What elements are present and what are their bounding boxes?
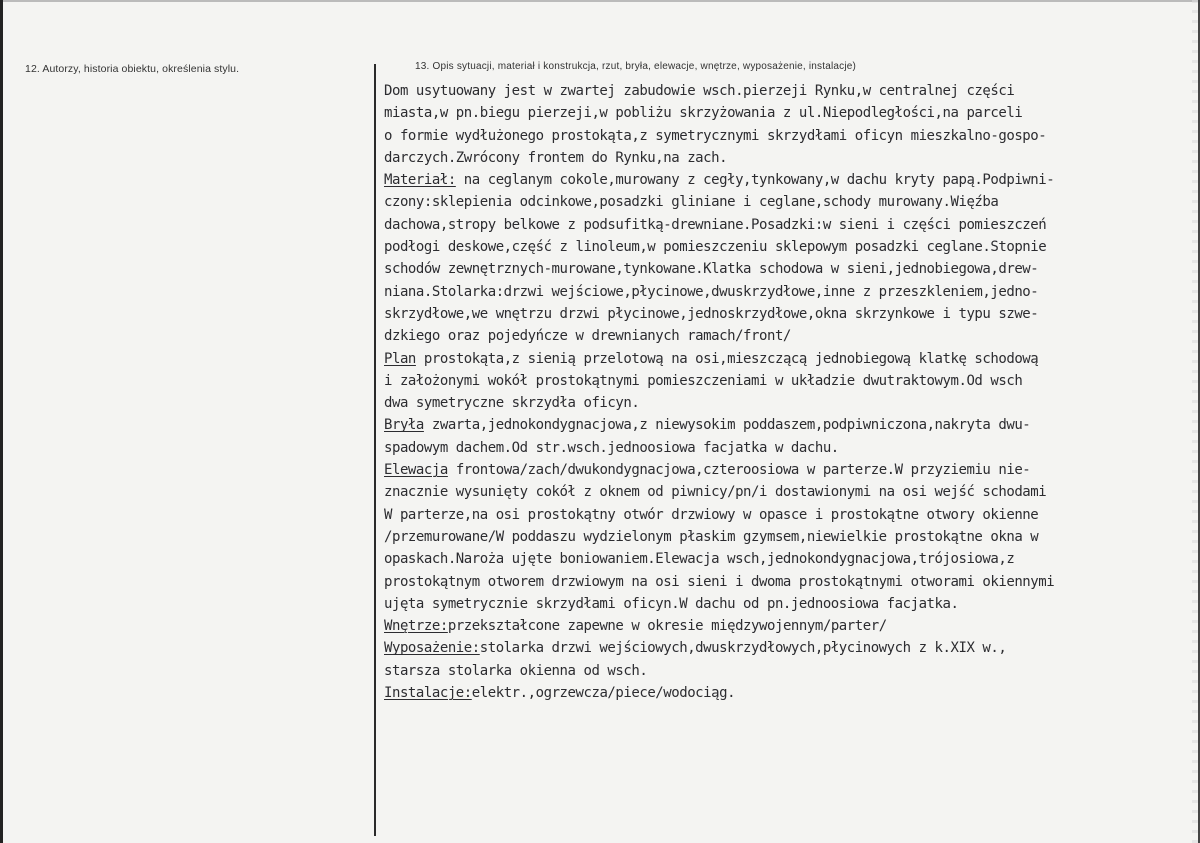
typed-line [384, 102, 1196, 124]
section-label: Plan [384, 350, 416, 367]
section-label: Bryła [384, 417, 424, 434]
typed-line [384, 637, 1196, 659]
typed-line [384, 258, 1196, 280]
typed-description [384, 80, 1196, 704]
line-text: dachowa,stropy belkowe z podsufitką-drewniane.Posadzki:w sieni i części pomieszczeń [384, 216, 1047, 233]
typed-line [384, 526, 1196, 548]
line-text: na ceglanym cokole,murowany z cegły,tynkowany,w dachu kryty papą.Podpiwni- [455, 172, 1055, 189]
typed-line [384, 504, 1196, 526]
line-text: opaskach.Naroża ujęte boniowaniem.Elewacja wsch,jednokondygnacjowa,trójosiowa,z [384, 551, 1015, 568]
line-text: przekształcone zapewne w okresie międzywojennym/parter/ [447, 618, 887, 635]
line-text: o formie wydłużonego prostokąta,z symetrycznymi skrzydłami oficyn mieszkalno-gospo- [384, 127, 1047, 144]
section-label: Elewacja [384, 462, 448, 479]
typed-line [384, 437, 1196, 459]
typed-line [384, 169, 1196, 191]
typed-line [384, 80, 1196, 102]
typed-line [384, 571, 1196, 593]
line-text: ujęta symetrycznie skrzydłami oficyn.W dachu od pn.jednoosiowa facjatka. [384, 595, 959, 612]
typed-line [384, 348, 1196, 370]
typed-line [384, 615, 1196, 637]
right-column-heading: 13. Opis sytuacji, materiał i konstrukcja, rzut, bryła, elewacje, wnętrze, wyposażenie, instalacje) [415, 61, 857, 72]
line-text: Dom usytuowany jest w zwartej zabudowie wsch.pierzeji Rynku,w centralnej części [384, 83, 1015, 99]
section-label: Wyposażenie: [384, 640, 480, 657]
line-text: znacznie wysunięty cokół z oknem od piwnicy/pn/i dostawionymi na osi wejść schodami [384, 484, 1047, 501]
typed-line [384, 236, 1196, 258]
section-label: Instalacje: [384, 685, 472, 702]
left-column-heading: 12. Autorzy, historia obiektu, określenia stylu. [25, 63, 240, 75]
typed-line [384, 191, 1196, 213]
page-edge [1192, 0, 1198, 843]
typed-line [384, 660, 1196, 682]
line-text: zwarta,jednokondygnacjowa,z niewysokim poddaszem,podpiwniczona,nakryta dwu- [423, 417, 1031, 434]
typed-line [384, 392, 1196, 414]
line-text: prostokąta,z sienią przelotową na osi,mieszczącą jednobiegową klatkę schodową [415, 350, 1039, 367]
typed-line [384, 303, 1196, 325]
column-divider [374, 64, 376, 836]
line-text: podłogi deskowe,część z linoleum,w pomieszczeniu sklepowym posadzki ceglane.Stopnie [384, 239, 1047, 256]
typed-line [384, 214, 1196, 236]
typed-line [384, 481, 1196, 503]
line-text: elektr.,ogrzewcza/piece/wodociąg. [471, 685, 736, 702]
typed-line [384, 414, 1196, 436]
line-text: dwa symetryczne skrzydła oficyn. [384, 395, 640, 412]
line-text: niana.Stolarka:drzwi wejściowe,płycinowe,dwuskrzydłowe,inne z przeszkleniem,jedno- [384, 283, 1039, 300]
line-text: i założonymi wokół prostokątnymi pomieszczeniami w układzie dwutraktowym.Od wsch [384, 372, 1023, 389]
typed-line [384, 281, 1196, 303]
line-text: /przemurowane/W poddaszu wydzielonym płaskim gzymsem,niewielkie prostokątne okna w [384, 528, 1039, 545]
section-label: Wnętrze: [384, 618, 448, 635]
typed-line [384, 125, 1196, 147]
line-text: schodów zewnętrznych-murowane,tynkowane.Klatka schodowa w sieni,jednobiegowa,drew- [384, 261, 1039, 278]
line-text: stolarka drzwi wejściowych,dwuskrzydłowych,płycinowych z k.XIX w., [479, 640, 1007, 657]
line-text: dzkiego oraz pojedyńcze w drewnianych ramach/front/ [384, 328, 791, 345]
line-text: spadowym dachem.Od str.wsch.jednoosiowa facjatka w dachu. [384, 439, 839, 456]
typed-line [384, 548, 1196, 570]
typed-line [384, 147, 1196, 169]
line-text: czony:sklepienia odcinkowe,posadzki gliniane i ceglane,schody murowany.Więźba [384, 194, 999, 211]
line-text: starsza stolarka okienna od wsch. [384, 662, 648, 679]
typed-line [384, 459, 1196, 481]
typed-line [384, 682, 1196, 704]
line-text: darczych.Zwrócony frontem do Rynku,na zach. [384, 149, 728, 166]
section-label: Materiał: [384, 172, 456, 189]
line-text: frontowa/zach/dwukondygnacjowa,czteroosiowa w parterze.W przyziemiu nie- [447, 462, 1031, 479]
top-rule [3, 0, 1198, 2]
line-text: prostokątnym otworem drzwiowym na osi sieni i dwoma prostokątnymi otworami okiennymi [384, 573, 1055, 590]
line-text: miasta,w pn.biegu pierzeji,w pobliżu skrzyżowania z ul.Niepodległości,na parceli [384, 105, 1023, 122]
typed-line [384, 370, 1196, 392]
typed-line [384, 593, 1196, 615]
line-text: skrzydłowe,we wnętrzu drzwi płycinowe,jednoskrzydłowe,okna skrzynkowe i typu szwe- [384, 305, 1039, 322]
line-text: W parterze,na osi prostokątny otwór drzwiowy w opasce i prostokątne otwory okienne [384, 506, 1039, 523]
typed-line [384, 325, 1196, 347]
